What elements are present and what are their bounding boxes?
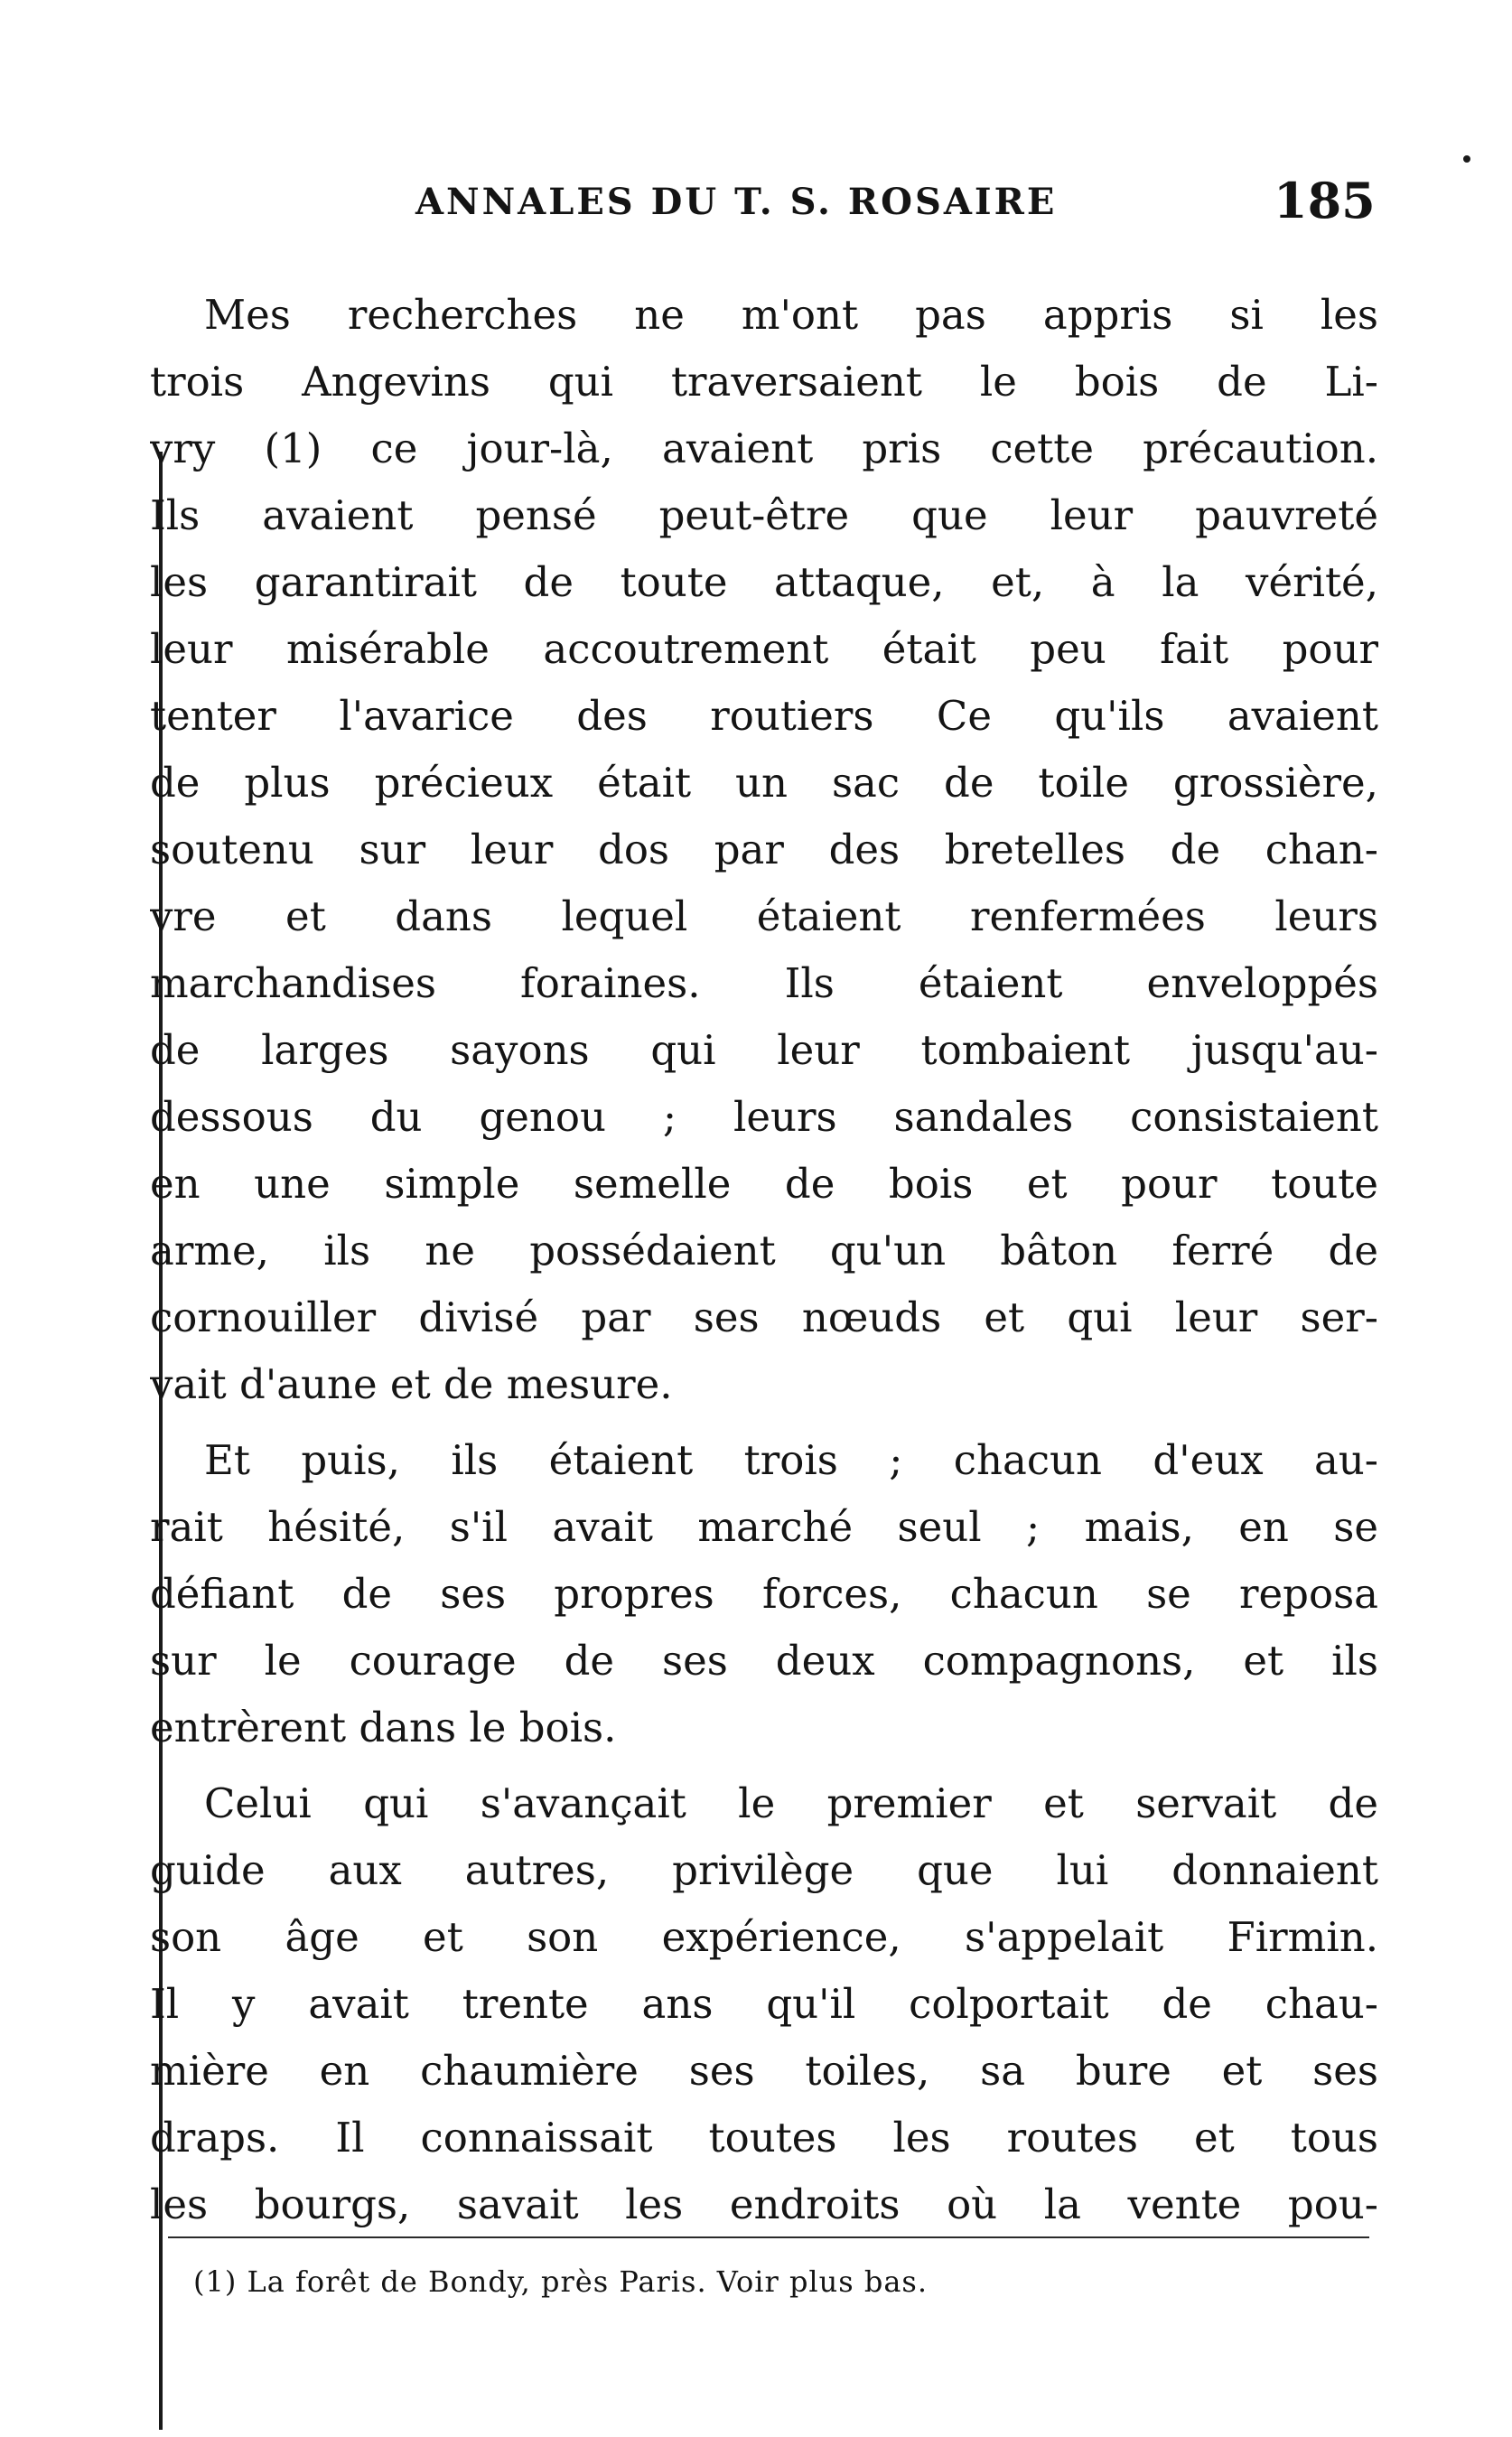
text-line: draps. Il connaissait toutes les routes et tous [150, 2114, 1378, 2162]
text-line: dessous du genou ; leurs sandales consistaient [150, 1093, 1378, 1141]
running-title: ANNALES DU T. S. ROSAIRE [415, 181, 1058, 223]
text-line: les bourgs, savait les endroits où la vente pou- [150, 2180, 1378, 2228]
text-line: Celui qui s'avançait le premier et servait de [204, 1779, 1378, 1827]
ink-speck [1463, 155, 1470, 163]
text-line: cornouiller divisé par ses nœuds et qui leur ser- [150, 1293, 1378, 1341]
text-line: vre et dans lequel étaient renfermées leurs [150, 892, 1378, 940]
text-line: arme, ils ne possédaient qu'un bâton ferré de [150, 1227, 1378, 1275]
text-line: Il y avait trente ans qu'il colportait de chau- [150, 1980, 1378, 2028]
text-line: soutenu sur leur dos par des bretelles de chan- [150, 826, 1378, 873]
text-line: de plus précieux était un sac de toile grossière, [150, 759, 1378, 807]
text-line: rait hésité, s'il avait marché seul ; mais, en se [150, 1503, 1378, 1551]
text-line: son âge et son expérience, s'appelait Firmin. [150, 1913, 1378, 1961]
text-line: vry (1) ce jour-là, avaient pris cette précaution. [150, 425, 1378, 472]
text-line: guide aux autres, privilège que lui donnaient [150, 1846, 1378, 1894]
text-line: Mes recherches ne m'ont pas appris si les [204, 291, 1378, 339]
text-line: défiant de ses propres forces, chacun se reposa [150, 1570, 1378, 1618]
text-line: en une simple semelle de bois et pour toute [150, 1160, 1378, 1208]
text-line: vait d'aune et de mesure. [150, 1360, 673, 1408]
footnote: (1) La forêt de Bondy, près Paris. Voir plus bas. [193, 2264, 929, 2299]
text-line: leur misérable accoutrement était peu fait pour [150, 625, 1378, 673]
text-line: les garantirait de toute attaque, et, à la vérité, [150, 558, 1378, 606]
text-line: entrèrent dans le bois. [150, 1704, 617, 1751]
page-number: 185 [1274, 172, 1376, 229]
text-line: marchandises foraines. Ils étaient enveloppés [150, 959, 1378, 1007]
text-line: tenter l'avarice des routiers Ce qu'ils avaient [150, 692, 1378, 740]
text-line: trois Angevins qui traversaient le bois de Li- [150, 358, 1378, 406]
text-line: sur le courage de ses deux compagnons, et ils [150, 1637, 1378, 1685]
text-line: mière en chaumière ses toiles, sa bure et ses [150, 2047, 1378, 2095]
text-line: de larges sayons qui leur tombaient jusqu'au- [150, 1026, 1378, 1074]
text-line: Ils avaient pensé peut-être que leur pauvreté [150, 491, 1378, 539]
footnote-rule [168, 2236, 1369, 2238]
text-line: Et puis, ils étaient trois ; chacun d'eux au- [204, 1436, 1378, 1484]
